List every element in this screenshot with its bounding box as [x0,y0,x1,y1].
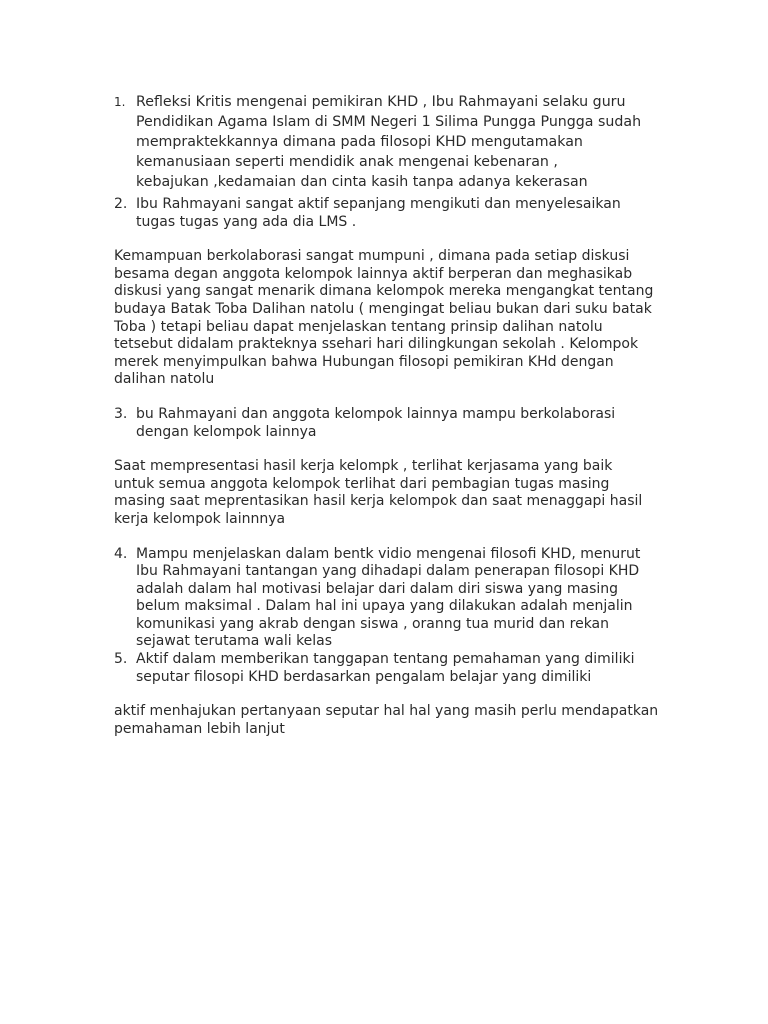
list-item-1 [114,92,684,192]
paragraph-collaboration: Kemampuan berkolaborasi sangat mumpuni , dimana pada setiap diskusi besama degan anggota kelompok lainnya aktif berperan dan meghasikab diskusi yang sangat menarik dimana kelompok mereka mengangkat tentang budaya Batak Toba Dalihan natolu ( mengingat beliau bukan dari suku batak Toba ) tetapi beliau dapat menjelaskan tentang prinsip dalihan natolu tetsebut didalam prakteknya ssehari hari dilingkungan sekolah . Kelompok merek menyimpulkan bahwa Hubungan filosopi pemikiran KHd dengan dalihan natolu [114,248,654,388]
list-number: 2. [114,196,128,212]
list-item-text: Refleksi Kritis mengenai pemikiran KHD , Ibu Rahmayani selaku guru Pendidikan Agama Islam di SMM Negeri 1 Silima Pungga Pungga sudah mempraktekkannya dimana pada filosopi KHD mengutamakan kemanusiaan seperti mendidik anak mengenai kebenaran , kebajukan ,kedamaian dan cinta kasih tanpa adanya kekerasan [136,94,642,190]
list-item-text: Ibu Rahmayani sangat aktif sepanjang mengikuti dan menyelesaikan tugas tugas yang ada dia LMS . [136,196,621,230]
paragraph-questions: aktif menhajukan pertanyaan seputar hal hal yang masih perlu mendapatkan pemahaman lebih lanjut [114,703,659,737]
list-item-4 [114,546,684,652]
list-item-text: bu Rahmayani dan anggota kelompok lainnya mampu berkolaborasi dengan kelompok lainnya [136,405,616,440]
paragraph-presentation: Saat mempresentasi hasil kerja kelompk , terlihat kerjasama yang baik untuk semua anggota kelompok terlihat dari pembagian tugas masing masing saat meprentasikan hasil kerja kelompok dan saat menaggapi hasil kerja kelompok lainnnya [114,458,643,527]
list-item-3 [114,406,684,441]
list-item-text: Mampu menjelaskan dalam bentk vidio mengenai filosofi KHD, menurut Ibu Rahmayani tantangan yang dihadapi dalam penerapan filosopi KHD adalah dalam hal motivasi belajar dari dalam diri siswa yang masing belum maksimal . Dalam hal ini upaya yang dilakukan adalah menjalin komunikasi yang akrab dengan siswa , oranng tua murid dan rekan sejawat terutama wali kelas [136,545,641,650]
list-number: 5. [114,651,128,668]
document-body [114,92,684,738]
list-number: 1. [114,95,126,109]
list-item-5 [114,651,684,686]
list-number: 4. [114,545,128,562]
list-item-text: Aktif dalam memberikan tanggapan tentang pemahaman yang dimiliki seputar filosopi KHD berdasarkan pengalam belajar yang dimiliki [136,651,635,685]
list-number: 3. [114,405,128,422]
list-item-2 [114,196,684,231]
